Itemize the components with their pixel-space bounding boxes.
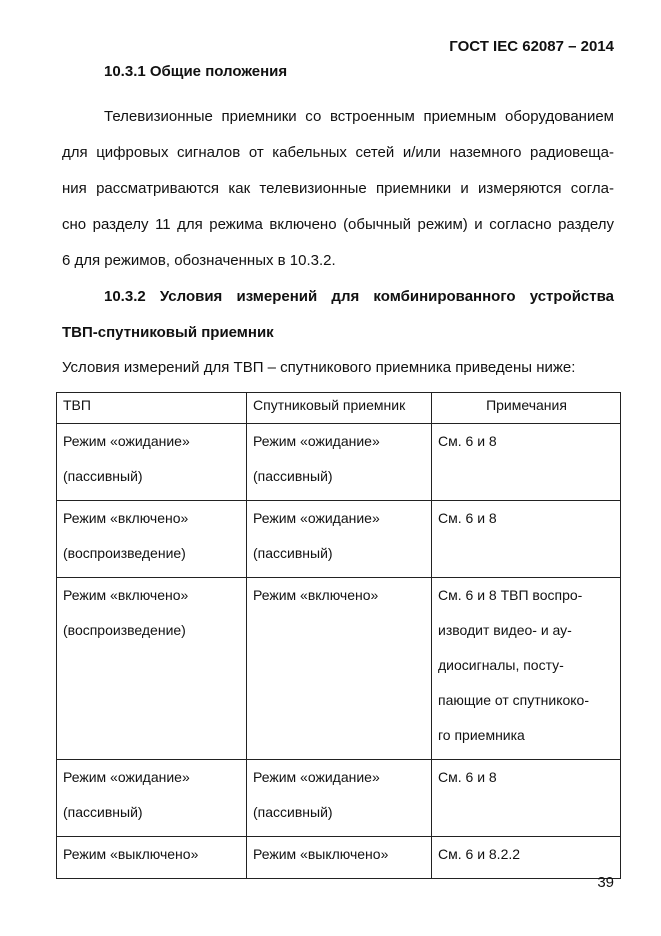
cell-line: го приемника xyxy=(438,727,525,743)
cell-notes xyxy=(432,837,621,879)
cell-line: См. 6 и 8.2.2 xyxy=(438,846,521,862)
cell-notes xyxy=(432,501,621,578)
cell-line: Режим «ожидание» xyxy=(253,769,380,785)
cell-line: (пассивный) xyxy=(63,468,143,484)
cell-satellite xyxy=(247,760,432,837)
cell-satellite xyxy=(247,424,432,501)
cell-tvp xyxy=(57,501,247,578)
table-intro: Условия измерений для ТВП – спутникового приемника приведены ниже: xyxy=(62,359,576,376)
paragraph-line: ния рассматриваются как телевизионные приемники и измеряются согла- xyxy=(62,180,614,197)
cell-line: (воспроизведение) xyxy=(63,545,186,561)
cell-tvp xyxy=(57,424,247,501)
column-header-satellite: Спутниковый приемник xyxy=(247,393,432,424)
heading-line: 10.3.2 Условия измерений для комбинированного устройства xyxy=(104,288,614,305)
table-row xyxy=(57,578,621,760)
cell-line: См. 6 и 8 xyxy=(438,769,497,785)
cell-satellite xyxy=(247,837,432,879)
paragraph-line: для цифровых сигналов от кабельных сетей и/или наземного радиовеща- xyxy=(62,144,614,161)
cell-line: См. 6 и 8 xyxy=(438,433,497,449)
cell-line: диосигналы, посту- xyxy=(438,657,564,673)
paragraph-line: 6 для режимов, обозначенных в 10.3.2. xyxy=(62,252,336,269)
cell-line: Режим «ожидание» xyxy=(63,433,190,449)
table-row xyxy=(57,501,621,578)
cell-line: Режим «выключено» xyxy=(253,846,389,862)
cell-notes xyxy=(432,424,621,501)
section-heading-general: 10.3.1 Общие положения xyxy=(104,63,288,80)
cell-line: (воспроизведение) xyxy=(63,622,186,638)
cell-tvp xyxy=(57,760,247,837)
document-header: ГОСТ IEC 62087 – 2014 xyxy=(449,38,614,55)
cell-line: Режим «включено» xyxy=(63,510,189,526)
cell-line: пающие от спутникоко- xyxy=(438,692,590,708)
cell-line: (пассивный) xyxy=(253,804,333,820)
paragraph-line: сно разделу 11 для режима включено (обычный режим) и согласно разделу xyxy=(62,216,614,233)
cell-notes xyxy=(432,578,621,760)
cell-satellite xyxy=(247,501,432,578)
table-row xyxy=(57,424,621,501)
cell-line: См. 6 и 8 xyxy=(438,510,497,526)
table-row xyxy=(57,760,621,837)
cell-tvp xyxy=(57,578,247,760)
table-row xyxy=(57,837,621,879)
page-number: 39 xyxy=(597,874,614,891)
column-header-notes: Примечания xyxy=(432,393,621,424)
cell-line: (пассивный) xyxy=(253,545,333,561)
measurement-conditions-table xyxy=(56,392,621,879)
column-header-tvp: ТВП xyxy=(57,393,247,424)
table-header-row xyxy=(57,393,621,424)
cell-line: (пассивный) xyxy=(63,804,143,820)
cell-line: См. 6 и 8 ТВП воспро- xyxy=(438,587,583,603)
cell-line: Режим «ожидание» xyxy=(253,510,380,526)
cell-line: Режим «ожидание» xyxy=(253,433,380,449)
cell-notes xyxy=(432,760,621,837)
general-paragraph xyxy=(62,99,614,279)
cell-line: Режим «ожидание» xyxy=(63,769,190,785)
paragraph-line: Телевизионные приемники со встроенным приемным оборудованием xyxy=(104,108,614,125)
cell-line: Режим «включено» xyxy=(253,587,379,603)
cell-line: Режим «выключено» xyxy=(63,846,199,862)
section-heading-measurement xyxy=(62,279,614,351)
cell-line: изводит видео- и ау- xyxy=(438,622,572,638)
table-body xyxy=(57,424,621,879)
heading-line: ТВП-спутниковый приемник xyxy=(62,324,274,341)
cell-satellite xyxy=(247,578,432,760)
cell-tvp xyxy=(57,837,247,879)
cell-line: (пассивный) xyxy=(253,468,333,484)
cell-line: Режим «включено» xyxy=(63,587,189,603)
